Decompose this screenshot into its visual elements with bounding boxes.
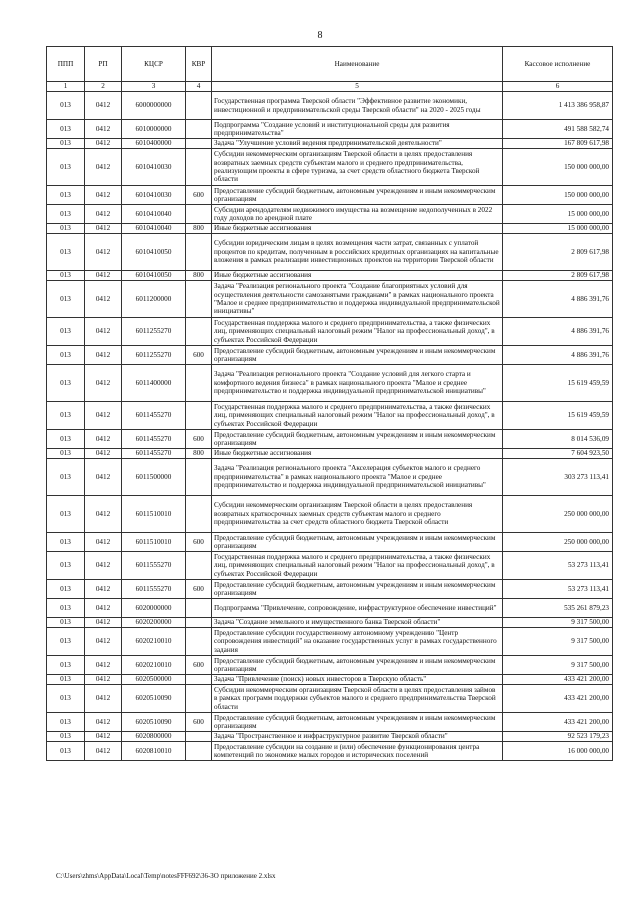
kcsr-cell: 6011255270	[122, 318, 186, 346]
kvr-cell	[186, 281, 212, 318]
rp-cell: 0412	[85, 120, 122, 139]
rp-cell: 0412	[85, 656, 122, 675]
name-cell: Задача "Реализация регионального проекта "Создание условий для легкого старта и комфортного ведения бизнеса" в рамках национального проекта "Малое и среднее предпринимательство и поддержка индивидуальной предпринимательской инициативы"	[212, 365, 503, 402]
kcsr-cell: 6011500000	[122, 459, 186, 496]
rp-cell: 0412	[85, 186, 122, 205]
kvr-cell	[186, 675, 212, 685]
name-cell: Субсидии некоммерческим организациям Тверской области в целях предоставления займов в рамках программ поддержки субъектов малого и среднего предпринимательства Тверской области	[212, 685, 503, 713]
kcsr-cell: 6020510090	[122, 713, 186, 732]
kvr-cell: 600	[186, 346, 212, 365]
ppp-cell: 013	[47, 92, 85, 120]
rp-cell: 0412	[85, 580, 122, 599]
name-cell: Подпрограмма "Создание условий и институциональной среды для развития предпринимательства"	[212, 120, 503, 139]
kcsr-cell: 6011255270	[122, 346, 186, 365]
amount-cell: 7 604 923,50	[503, 449, 613, 459]
name-cell: Подпрограмма "Привлечение, сопровождение, инфраструктурное обеспечение инвестиций"	[212, 599, 503, 618]
table-row	[47, 205, 613, 224]
table-row	[47, 580, 613, 599]
name-cell: Предоставление субсидий бюджетным, автономным учреждениям и иным некоммерческим организациям	[212, 533, 503, 552]
rp-cell: 0412	[85, 742, 122, 761]
rp-cell: 0412	[85, 271, 122, 281]
table-row	[47, 552, 613, 580]
table-row	[47, 713, 613, 732]
kcsr-cell: 6011510010	[122, 496, 186, 533]
rp-cell: 0412	[85, 430, 122, 449]
ppp-cell: 013	[47, 459, 85, 496]
col-kvr-header: КВР	[186, 47, 212, 82]
table-row	[47, 92, 613, 120]
rp-cell: 0412	[85, 685, 122, 713]
amount-cell: 15 619 459,59	[503, 365, 613, 402]
col-name-header: Наименование	[212, 47, 503, 82]
table-row	[47, 675, 613, 685]
kcsr-cell: 6020800000	[122, 732, 186, 742]
column-number: 6	[503, 82, 613, 92]
ppp-cell: 013	[47, 533, 85, 552]
kcsr-cell: 6011200000	[122, 281, 186, 318]
rp-cell: 0412	[85, 618, 122, 628]
kvr-cell	[186, 742, 212, 761]
ppp-cell: 013	[47, 656, 85, 675]
kvr-cell	[186, 402, 212, 430]
kcsr-cell: 6011400000	[122, 365, 186, 402]
table-row	[47, 449, 613, 459]
kcsr-cell: 6011455270	[122, 449, 186, 459]
rp-cell: 0412	[85, 449, 122, 459]
name-cell: Иные бюджетные ассигнования	[212, 224, 503, 234]
amount-cell: 535 261 879,23	[503, 599, 613, 618]
kcsr-cell: 6020000000	[122, 599, 186, 618]
name-cell: Иные бюджетные ассигнования	[212, 271, 503, 281]
name-cell: Государственная поддержка малого и среднего предпринимательства, а также физических лиц, применяющих специальный налоговый режим "Налог на профессиональный доход", в субъектах Российской Федерации	[212, 402, 503, 430]
table-header-row	[47, 47, 613, 82]
table-row	[47, 365, 613, 402]
amount-cell: 15 000 000,00	[503, 224, 613, 234]
kcsr-cell: 6020500000	[122, 675, 186, 685]
ppp-cell: 013	[47, 628, 85, 656]
amount-cell: 2 809 617,98	[503, 234, 613, 271]
amount-cell: 9 317 500,00	[503, 656, 613, 675]
kvr-cell	[186, 732, 212, 742]
amount-cell: 16 000 000,00	[503, 742, 613, 761]
ppp-cell: 013	[47, 552, 85, 580]
name-cell: Субсидии некоммерческим организациям Тверской области в целях предоставления возвратных заемных средств субъектам малого и среднего предпринимательства, реализующим проекты в сфере туризма, за счет средств областного бюджета Тверской области	[212, 149, 503, 186]
ppp-cell: 013	[47, 685, 85, 713]
name-cell: Задача "Создание земельного и имущественного банка Тверской области"	[212, 618, 503, 628]
ppp-cell: 013	[47, 149, 85, 186]
col-kcsr-header: КЦСР	[122, 47, 186, 82]
kvr-cell	[186, 92, 212, 120]
ppp-cell: 013	[47, 205, 85, 224]
rp-cell: 0412	[85, 149, 122, 186]
amount-cell: 433 421 200,00	[503, 675, 613, 685]
ppp-cell: 013	[47, 281, 85, 318]
kvr-cell	[186, 149, 212, 186]
table-row	[47, 139, 613, 149]
kvr-cell	[186, 552, 212, 580]
table-row	[47, 281, 613, 318]
amount-cell: 433 421 200,00	[503, 713, 613, 732]
kcsr-cell: 6020210010	[122, 628, 186, 656]
amount-cell: 92 523 179,23	[503, 732, 613, 742]
kvr-cell	[186, 234, 212, 271]
name-cell: Задача "Улучшение условий ведения предпринимательской деятельности"	[212, 139, 503, 149]
table-row	[47, 224, 613, 234]
rp-cell: 0412	[85, 732, 122, 742]
name-cell: Задача "Реализация регионального проекта "Акселерация субъектов малого и среднего предпринимательства" в рамках национального проекта "Малое и среднее предпринимательство и поддержка индивидуальной предпринимательской инициативы"	[212, 459, 503, 496]
kvr-cell: 600	[186, 186, 212, 205]
table-row	[47, 271, 613, 281]
amount-cell: 1 413 386 958,87	[503, 92, 613, 120]
amount-cell: 9 317 500,00	[503, 628, 613, 656]
ppp-cell: 013	[47, 742, 85, 761]
table-row	[47, 599, 613, 618]
rp-cell: 0412	[85, 92, 122, 120]
table-row	[47, 656, 613, 675]
kcsr-cell: 6011555270	[122, 580, 186, 599]
amount-cell: 53 273 113,41	[503, 580, 613, 599]
rp-cell: 0412	[85, 533, 122, 552]
column-number-row	[47, 82, 613, 92]
table-row	[47, 533, 613, 552]
ppp-cell: 013	[47, 139, 85, 149]
name-cell: Предоставление субсидий бюджетным, автономным учреждениям и иным некоммерческим организациям	[212, 656, 503, 675]
name-cell: Предоставление субсидий бюджетным, автономным учреждениям и иным некоммерческим организациям	[212, 430, 503, 449]
name-cell: Предоставление субсидий бюджетным, автономным учреждениям и иным некоммерческим организациям	[212, 580, 503, 599]
kvr-cell: 600	[186, 656, 212, 675]
ppp-cell: 013	[47, 449, 85, 459]
kcsr-cell: 6011510010	[122, 533, 186, 552]
ppp-cell: 013	[47, 318, 85, 346]
kvr-cell	[186, 365, 212, 402]
amount-cell: 250 000 000,00	[503, 496, 613, 533]
kcsr-cell: 6020810010	[122, 742, 186, 761]
kcsr-cell: 6020200000	[122, 618, 186, 628]
name-cell: Предоставление субсидий бюджетным, автономным учреждениям и иным некоммерческим организациям	[212, 346, 503, 365]
kvr-cell	[186, 628, 212, 656]
amount-cell: 15 619 459,59	[503, 402, 613, 430]
table-body	[47, 92, 613, 761]
amount-cell: 491 588 582,74	[503, 120, 613, 139]
name-cell: Государственная поддержка малого и среднего предпринимательства, а также физических лиц, применяющих специальный налоговый режим "Налог на профессиональный доход", в субъектах Российской Федерации	[212, 552, 503, 580]
kcsr-cell: 6010400000	[122, 139, 186, 149]
kcsr-cell: 6010000000	[122, 120, 186, 139]
kvr-cell	[186, 318, 212, 346]
ppp-cell: 013	[47, 271, 85, 281]
kcsr-cell: 6010410030	[122, 186, 186, 205]
kvr-cell: 600	[186, 430, 212, 449]
ppp-cell: 013	[47, 618, 85, 628]
column-number: 3	[122, 82, 186, 92]
ppp-cell: 013	[47, 713, 85, 732]
kcsr-cell: 6010410030	[122, 149, 186, 186]
rp-cell: 0412	[85, 281, 122, 318]
table-row	[47, 120, 613, 139]
file-path-footer: C:\Users\zhms\AppData\Local\Temp\notesFFF692\36-ЗО приложение 2.xlsx	[56, 872, 276, 880]
kcsr-cell: 6010410050	[122, 234, 186, 271]
rp-cell: 0412	[85, 318, 122, 346]
kvr-cell	[186, 459, 212, 496]
ppp-cell: 013	[47, 186, 85, 205]
name-cell: Предоставление субсидий бюджетным, автономным учреждениям и иным некоммерческим организациям	[212, 186, 503, 205]
kcsr-cell: 6011555270	[122, 552, 186, 580]
rp-cell: 0412	[85, 552, 122, 580]
kvr-cell	[186, 685, 212, 713]
amount-cell: 4 886 391,76	[503, 318, 613, 346]
rp-cell: 0412	[85, 402, 122, 430]
column-number: 5	[212, 82, 503, 92]
rp-cell: 0412	[85, 496, 122, 533]
kcsr-cell: 6011455270	[122, 430, 186, 449]
amount-cell: 4 886 391,76	[503, 346, 613, 365]
kvr-cell: 600	[186, 580, 212, 599]
amount-cell: 8 014 536,09	[503, 430, 613, 449]
amount-cell: 2 809 617,98	[503, 271, 613, 281]
kvr-cell: 800	[186, 449, 212, 459]
table-row	[47, 318, 613, 346]
ppp-cell: 013	[47, 365, 85, 402]
page-number: 8	[317, 30, 323, 41]
kvr-cell: 600	[186, 533, 212, 552]
kcsr-cell: 6010410040	[122, 205, 186, 224]
column-number: 4	[186, 82, 212, 92]
budget-execution-table	[46, 46, 613, 761]
kcsr-cell: 6011455270	[122, 402, 186, 430]
name-cell: Предоставление субсидии государственному автономному учреждению "Центр сопровождения инвестиций" на оказание государственных услуг в рамках государственного задания	[212, 628, 503, 656]
ppp-cell: 013	[47, 430, 85, 449]
rp-cell: 0412	[85, 234, 122, 271]
amount-cell: 150 000 000,00	[503, 186, 613, 205]
col-ppp-header: ППП	[47, 47, 85, 82]
table-row	[47, 496, 613, 533]
col-amount-header: Кассовое исполнение	[503, 47, 613, 82]
rp-cell: 0412	[85, 459, 122, 496]
kvr-cell: 600	[186, 713, 212, 732]
rp-cell: 0412	[85, 628, 122, 656]
amount-cell: 15 000 000,00	[503, 205, 613, 224]
name-cell: Задача "Пространственное и инфраструктурное развитие Тверской области"	[212, 732, 503, 742]
ppp-cell: 013	[47, 120, 85, 139]
kvr-cell	[186, 599, 212, 618]
kcsr-cell: 6000000000	[122, 92, 186, 120]
amount-cell: 167 809 617,98	[503, 139, 613, 149]
ppp-cell: 013	[47, 496, 85, 533]
name-cell: Субсидии некоммерческим организациям Тверской области в целях предоставления возвратных краткосрочных заемных средств субъектам малого и среднего предпринимательства за счет средств областного бюджета Тверской области	[212, 496, 503, 533]
ppp-cell: 013	[47, 732, 85, 742]
name-cell: Задача "Привлечение (поиск) новых инвесторов в Тверскую область"	[212, 675, 503, 685]
name-cell: Субсидии юридическим лицам в целях возмещения части затрат, связанных с уплатой процентов по кредитам, полученным в российских кредитных организациях на капитальные вложения в рамках реализации инвестиционных проектов на территории Тверской области	[212, 234, 503, 271]
table-row	[47, 346, 613, 365]
table-row	[47, 732, 613, 742]
kcsr-cell: 6020210010	[122, 656, 186, 675]
kvr-cell	[186, 205, 212, 224]
rp-cell: 0412	[85, 205, 122, 224]
kvr-cell	[186, 618, 212, 628]
ppp-cell: 013	[47, 224, 85, 234]
rp-cell: 0412	[85, 599, 122, 618]
kvr-cell	[186, 139, 212, 149]
rp-cell: 0412	[85, 365, 122, 402]
kcsr-cell: 6020510090	[122, 685, 186, 713]
amount-cell: 303 273 113,41	[503, 459, 613, 496]
table-row	[47, 430, 613, 449]
table-row	[47, 234, 613, 271]
amount-cell: 4 886 391,76	[503, 281, 613, 318]
rp-cell: 0412	[85, 224, 122, 234]
kcsr-cell: 6010410050	[122, 271, 186, 281]
amount-cell: 9 317 500,00	[503, 618, 613, 628]
name-cell: Предоставление субсидий бюджетным, автономным учреждениям и иным некоммерческим организациям	[212, 713, 503, 732]
table-row	[47, 149, 613, 186]
kvr-cell	[186, 496, 212, 533]
name-cell: Государственная поддержка малого и среднего предпринимательства, а также физических лиц, применяющих специальный налоговый режим "Налог на профессиональный доход", в субъектах Российской Федерации	[212, 318, 503, 346]
table-row	[47, 402, 613, 430]
ppp-cell: 013	[47, 346, 85, 365]
col-rp-header: РП	[85, 47, 122, 82]
rp-cell: 0412	[85, 713, 122, 732]
name-cell: Иные бюджетные ассигнования	[212, 449, 503, 459]
column-number: 1	[47, 82, 85, 92]
kcsr-cell: 6010410040	[122, 224, 186, 234]
amount-cell: 433 421 200,00	[503, 685, 613, 713]
ppp-cell: 013	[47, 234, 85, 271]
rp-cell: 0412	[85, 346, 122, 365]
ppp-cell: 013	[47, 580, 85, 599]
name-cell: Задача "Реализация регионального проекта "Создание благоприятных условий для осуществления деятельности самозанятыми гражданами" в рамках национального проекта "Малое и среднее предпринимательство и поддержка индивидуальной предпринимательской инициативы"	[212, 281, 503, 318]
kvr-cell	[186, 120, 212, 139]
table-row	[47, 685, 613, 713]
amount-cell: 53 273 113,41	[503, 552, 613, 580]
rp-cell: 0412	[85, 139, 122, 149]
table-row	[47, 628, 613, 656]
table-row	[47, 186, 613, 205]
ppp-cell: 013	[47, 402, 85, 430]
column-number: 2	[85, 82, 122, 92]
table-row	[47, 618, 613, 628]
name-cell: Предоставление субсидии на создание и (или) обеспечение функционирования центра компетенций по экономике малых городов и исторических поселений	[212, 742, 503, 761]
table-row	[47, 742, 613, 761]
amount-cell: 250 000 000,00	[503, 533, 613, 552]
name-cell: Государственная программа Тверской области "Эффективное развитие экономики, инвестиционной и предпринимательской среды Тверской области" на 2020 - 2025 годы	[212, 92, 503, 120]
kvr-cell: 800	[186, 271, 212, 281]
rp-cell: 0412	[85, 675, 122, 685]
name-cell: Субсидии арендодателям недвижимого имущества на возмещение недополученных в 2022 году доходов по арендной плате	[212, 205, 503, 224]
kvr-cell: 800	[186, 224, 212, 234]
amount-cell: 150 000 000,00	[503, 149, 613, 186]
ppp-cell: 013	[47, 599, 85, 618]
table-row	[47, 459, 613, 496]
ppp-cell: 013	[47, 675, 85, 685]
